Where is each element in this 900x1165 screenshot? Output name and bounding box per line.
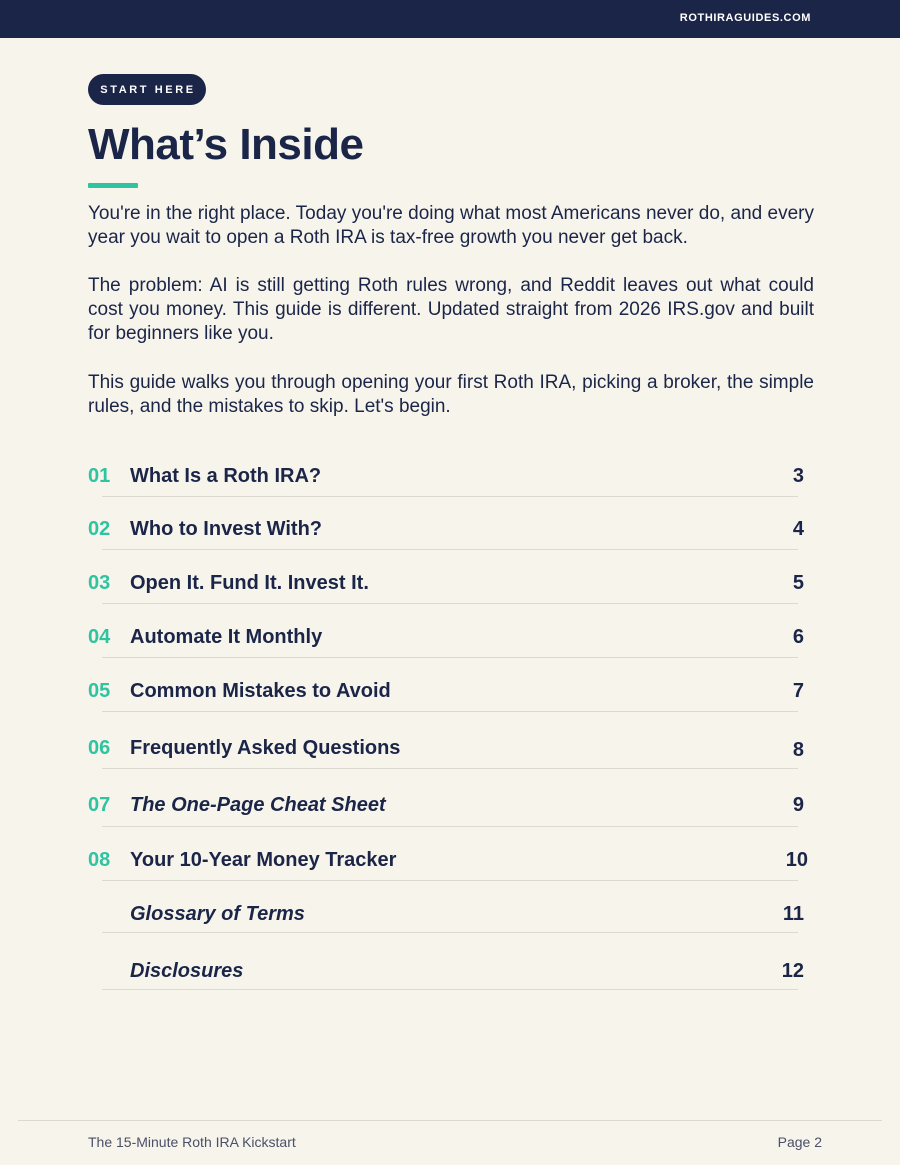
toc-divider <box>102 657 798 658</box>
toc-entry[interactable] <box>0 847 900 887</box>
footer-divider <box>18 1120 882 1121</box>
toc-entry[interactable] <box>0 958 900 998</box>
toc-entry-page: 3 <box>792 465 804 487</box>
toc-divider <box>102 826 798 827</box>
toc-entry-number: 03 <box>88 572 111 594</box>
footer-document-title: The 15-Minute Roth IRA Kickstart <box>88 1134 296 1150</box>
header-bar <box>0 0 900 38</box>
toc-entry-page: 4 <box>792 518 804 540</box>
toc-divider <box>102 932 798 933</box>
toc-entry-number: 08 <box>88 849 111 871</box>
toc-divider <box>102 880 798 881</box>
toc-entry-label: Open It. Fund It. Invest It. <box>130 572 369 594</box>
toc-entry-page: 8 <box>792 739 804 761</box>
toc-entry-label: The One-Page Cheat Sheet <box>130 794 386 816</box>
start-here-badge: START HERE <box>88 74 206 105</box>
toc-entry-number: 04 <box>88 626 111 648</box>
toc-entry[interactable] <box>0 678 900 718</box>
toc-entry-number: 06 <box>88 737 111 759</box>
toc-entry[interactable] <box>0 901 900 941</box>
toc-entry-label: Common Mistakes to Avoid <box>130 680 391 702</box>
toc-entry[interactable] <box>0 624 900 664</box>
toc-entry-page: 9 <box>792 794 804 816</box>
toc-entry-page: 5 <box>792 572 804 594</box>
toc-entry-label: Your 10-Year Money Tracker <box>130 849 397 871</box>
toc-entry-page: 10 <box>785 849 808 871</box>
toc-entry-page: 6 <box>792 626 804 648</box>
title-accent-bar <box>88 183 138 188</box>
toc-divider <box>102 496 798 497</box>
toc-entry-page: 12 <box>781 960 804 982</box>
toc-entry-page: 7 <box>792 680 804 702</box>
toc-entry-label: Who to Invest With? <box>130 518 323 540</box>
intro-paragraph-2: The problem: AI is still getting Roth rules wrong, and Reddit leaves out what could cost you money. This guide is different. Updated straight from 2026 IRS.gov and built for beginners like you. <box>88 275 814 344</box>
toc-entry-page: 11 <box>782 903 804 925</box>
toc-entry[interactable] <box>0 516 900 556</box>
site-name[interactable]: ROTHIRAGUIDES.COM <box>679 12 811 24</box>
toc-entry-label: Glossary of Terms <box>130 903 305 925</box>
intro-paragraph-1: You're in the right place. Today you're doing what most Americans never do, and every year you wait to open a Roth IRA is tax-free growth you never get back. <box>88 203 814 248</box>
toc-divider <box>102 711 798 712</box>
footer-page-number: Page 2 <box>777 1134 822 1150</box>
toc-entry[interactable] <box>0 463 900 503</box>
toc-entry-label: Automate It Monthly <box>130 626 323 648</box>
toc-entry-label: Frequently Asked Questions <box>130 737 401 759</box>
toc-entry[interactable] <box>0 792 900 832</box>
toc-entry-number: 07 <box>88 794 111 816</box>
toc-entry[interactable] <box>0 735 900 775</box>
toc-entry-number: 01 <box>88 465 111 487</box>
toc-entry-number: 02 <box>88 518 111 540</box>
toc-divider <box>102 768 798 769</box>
toc-entry-label: What Is a Roth IRA? <box>130 465 322 487</box>
toc-divider <box>102 603 798 604</box>
toc-entry[interactable] <box>0 570 900 610</box>
toc-divider <box>102 549 798 550</box>
toc-entry-number: 05 <box>88 680 111 702</box>
toc-entry-label: Disclosures <box>130 960 244 982</box>
page-title: What’s Inside <box>88 120 364 169</box>
intro-paragraph-3: This guide walks you through opening your first Roth IRA, picking a broker, the simple rules, and the mistakes to skip. Let's begin. <box>88 372 814 417</box>
toc-divider <box>102 989 798 990</box>
